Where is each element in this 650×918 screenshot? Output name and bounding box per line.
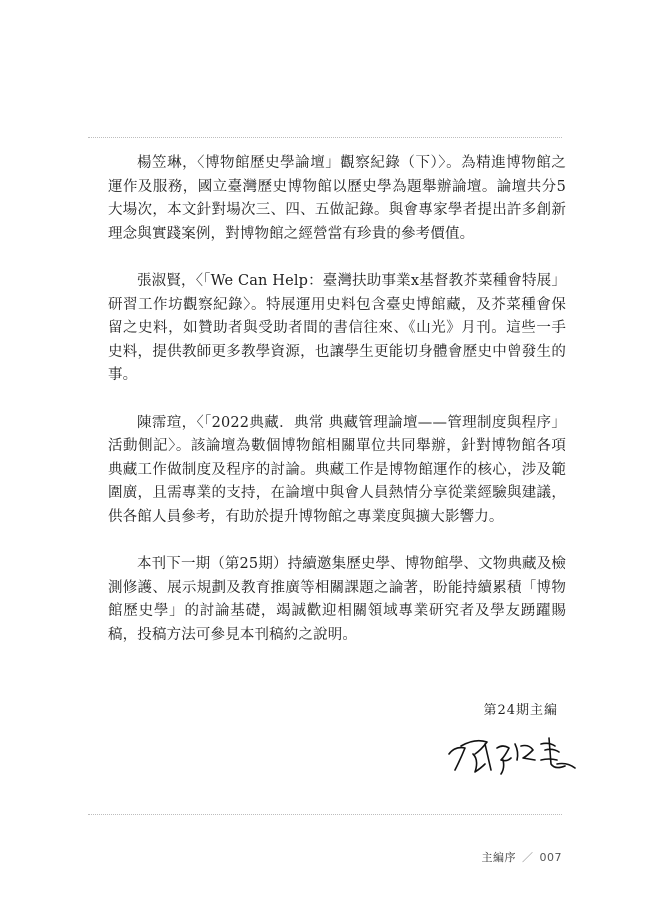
paragraph-1: 楊笠琳，〈博物館歷史學論壇」觀察紀錄（下）〉。為精進博物館之運作及服務，國立臺灣歷史博物館以歷史學為題舉辦論壇。論壇共分5大場次，本文針對場次三、四、五做記錄。與會專家學者提出許多創新理念與實踐案例，對博物館之經營當有珍貴的參考價值。 [108, 155, 566, 242]
footer-section-title: 主編序 [481, 851, 516, 864]
paragraph-4: 本刊下一期（第25期）持續邀集歷史學、博物館學、文物典藏及檢測修護、展示規劃及教育推廣等相關課題之論著，盼能持續累積「博物館歷史學」的討論基礎，竭誠歡迎相關領域專業研究者及學友踴躍賜稿，投稿方法可參見本刊稿約之說明。 [108, 556, 566, 643]
paragraph-3: 陳霈瑄，〈「2022典藏．典常 典藏管理論壇——管理制度與程序」活動側記〉。該論壇為數個博物館相關單位共同舉辦，針對博物館各項典藏工作做制度及程序的討論。典藏工作是博物館運作的核心，涉及範圍廣，且需專業的支持，在論壇中與會人員熱情分享從業經驗與建議，供各館人員參考，有助於提升博物館之專業度與擴大影響力。 [108, 414, 566, 525]
paragraph-2: 張淑賢，〈「We Can Help：臺灣扶助事業x基督教芥菜種會特展」研習工作坊觀察紀錄〉。特展運用史料包含臺史博館藏，及芥菜種會保留之史料，如贊助者與受助者間的書信往來、《山光》月刊。這些一手史料，提供教師更多教學資源，也讓學生更能切身體會歷史中曾發生的事。 [108, 273, 566, 383]
preface-body [108, 152, 566, 671]
editor-label: 第24期主編 [483, 703, 558, 718]
bottom-divider [88, 814, 562, 815]
handwritten-signature [445, 724, 585, 784]
page-number: 007 [539, 851, 562, 864]
page-footer [482, 849, 563, 865]
top-divider [88, 137, 562, 138]
footer-separator: ／ [522, 851, 534, 864]
